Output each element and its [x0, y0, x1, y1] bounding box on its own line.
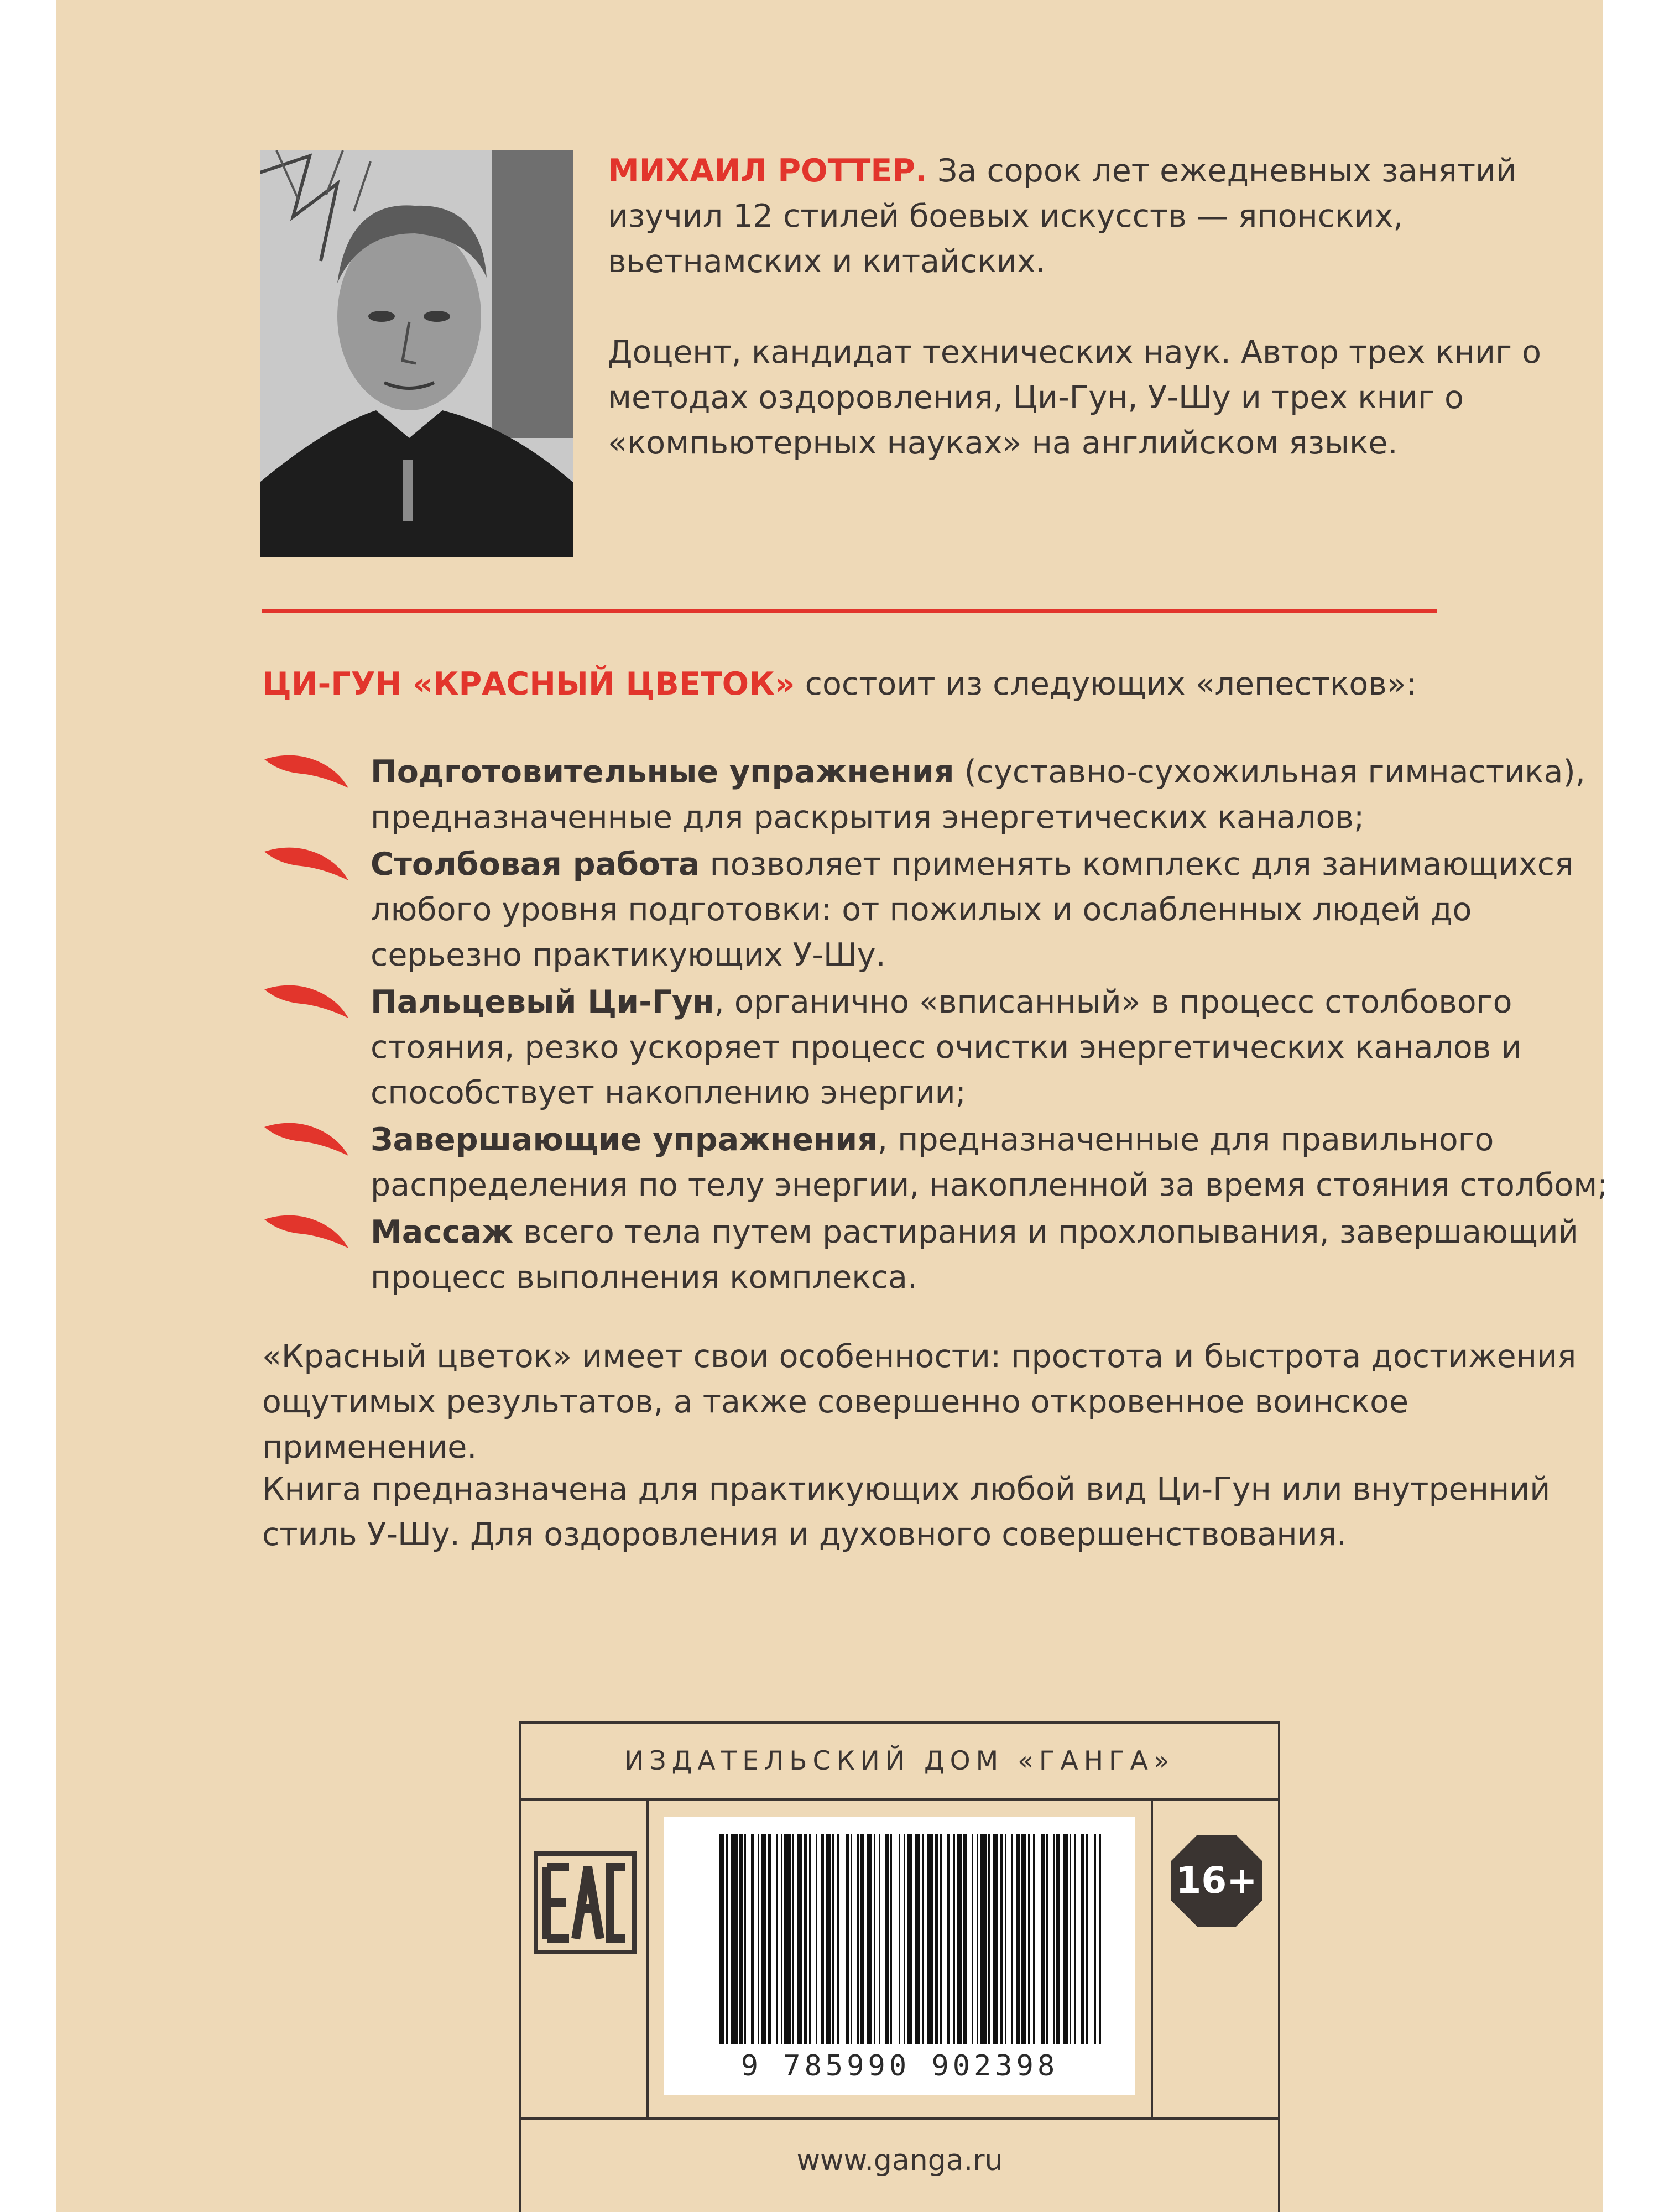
barcode-bar: [761, 1834, 766, 2044]
barcode-bar: [874, 1834, 875, 2044]
barcode-bar: [963, 1834, 967, 2044]
barcode-bar: [980, 1834, 987, 2044]
barcode-bar: [922, 1834, 924, 2044]
barcode-bar: [867, 1834, 872, 2044]
barcode-bar: [879, 1834, 880, 2044]
barcode-bar: [784, 1834, 791, 2044]
petal-text: , органично «вписанный» в процесс столбового стояния, резко ускоряет процесс очистки энергетических каналов и способствует накоплению энергии;: [371, 984, 1522, 1111]
barcode-bar: [1081, 1834, 1084, 2044]
publisher-name: ИЗДАТЕЛЬСКИЙ ДОМ «ГАНГА»: [521, 1724, 1278, 1801]
barcode-bar: [1074, 1834, 1076, 2044]
barcode-bars: [664, 1817, 1135, 2049]
intro-rest: состоит из следующих «лепестков»:: [795, 666, 1417, 702]
publisher-box: [519, 1721, 1280, 2212]
author-name: МИХАИЛ РОТТЕР.: [608, 153, 927, 189]
author-bio-paragraph-1: [608, 148, 1548, 284]
barcode-bar: [768, 1834, 771, 2044]
barcode-bar: [797, 1834, 802, 2044]
list-item: [262, 1117, 1617, 1208]
barcode-bar: [899, 1834, 900, 2044]
barcode-bar: [915, 1834, 920, 2044]
intro-line: [262, 661, 1589, 707]
barcode-cell: [649, 1801, 1151, 2117]
barcode-bar: [988, 1834, 990, 2044]
barcode-bar: [947, 1834, 950, 2044]
barcode-bar: [1056, 1834, 1060, 2044]
barcode-bar: [751, 1834, 754, 2044]
red-petal-icon: [262, 844, 351, 883]
barcode-bar: [860, 1834, 864, 2044]
barcode-bar: [837, 1834, 839, 2044]
list-item: [262, 979, 1617, 1115]
author-bio-text-1: За сорок лет ежедневных занятий изучил 12 стилей боевых искусств — японских, вьетнамских и китайских.: [608, 153, 1517, 280]
barcode-bar: [1011, 1834, 1013, 2044]
barcode-bar: [726, 1834, 728, 2044]
barcode-bar: [935, 1834, 938, 2044]
barcode-bar: [1033, 1834, 1035, 2044]
barcode-bar: [826, 1834, 831, 2044]
barcode-bar: [1063, 1834, 1068, 2044]
author-bio: [608, 148, 1548, 466]
author-portrait-illustration: [260, 150, 573, 557]
barcode-bar: [821, 1834, 824, 2044]
barcode-bar: [731, 1834, 738, 2044]
barcode-bar: [1099, 1834, 1101, 2044]
barcode-bar: [1000, 1834, 1003, 2044]
barcode-bar: [1070, 1834, 1071, 2044]
barcode-bar: [1005, 1834, 1006, 2044]
barcode-bar: [1094, 1834, 1096, 2044]
list-item: [262, 749, 1617, 840]
red-petal-icon: [262, 1119, 351, 1158]
publisher-url: www.ganga.ru: [796, 2144, 1003, 2177]
isbn-digits: 9 785990 902398: [740, 2049, 1059, 2083]
petal-title: Подготовительные упражнения: [371, 754, 954, 790]
barcode-bar: [957, 1834, 962, 2044]
barcode-bar: [809, 1834, 811, 2044]
barcode-bar: [851, 1834, 852, 2044]
book-back-cover: [56, 0, 1608, 2212]
barcode-bar: [890, 1834, 892, 2044]
petal-text: всего тела путем растирания и прохлопывания, завершающий процесс выполнения комплекса.: [371, 1214, 1579, 1296]
petal-text: , предназначенные для правильного распределения по телу энергии, накопленной за время стояния столбом;: [371, 1121, 1608, 1203]
petal-title: Массаж: [371, 1214, 513, 1250]
eac-cell: [521, 1801, 649, 2117]
red-petal-icon: [262, 1212, 351, 1250]
red-petal-icon: [262, 752, 351, 790]
barcode-bar: [904, 1834, 905, 2044]
audience-paragraph: Книга предназначена для практикующих любой вид Ци-Гун или внутренний стиль У-Шу. Для оздоровления и духовного совершенствования.: [262, 1471, 1551, 1553]
red-divider: [262, 609, 1437, 613]
barcode-bar: [758, 1834, 759, 2044]
barcode-bar: [972, 1834, 973, 2044]
barcode-bar: [885, 1834, 889, 2044]
barcode-bar: [1053, 1834, 1055, 2044]
petal-title: Столбовая работа: [371, 846, 700, 883]
barcode-bar: [816, 1834, 817, 2044]
barcode-bar: [739, 1834, 743, 2044]
barcode: [664, 1817, 1135, 2095]
barcode-bar: [940, 1834, 942, 2044]
barcode-bar: [1028, 1834, 1030, 2044]
barcode-bar: [1016, 1834, 1020, 2044]
barcode-bar: [744, 1834, 746, 2044]
barcode-bar: [792, 1834, 794, 2044]
barcode-bar: [776, 1834, 778, 2044]
age-rating: 16+: [1176, 1859, 1258, 1902]
age-rating-cell: [1151, 1801, 1278, 2117]
barcode-bar: [1046, 1834, 1048, 2044]
list-item: [262, 1209, 1617, 1300]
barcode-bar: [907, 1834, 912, 2044]
barcode-bar: [832, 1834, 834, 2044]
barcode-bar: [804, 1834, 807, 2044]
features-paragraph: «Красный цветок» имеет свои особенности: простота и быстрота достижения ощутимых результатов, а также совершенно откровенное воинское применение.: [262, 1338, 1577, 1465]
list-item: [262, 842, 1617, 978]
eac-mark-icon: [533, 1850, 638, 1955]
barcode-bar: [846, 1834, 849, 2044]
barcode-bar: [1041, 1834, 1045, 2044]
author-photo: [260, 150, 573, 557]
barcode-bar: [977, 1834, 978, 2044]
barcode-bar: [1086, 1834, 1088, 2044]
petal-title: Завершающие упражнения: [371, 1121, 878, 1158]
petal-text: позволяет применять комплекс для занимающихся любого уровня подготовки: от пожилых и ослабленных людей до серьезно практикующих У-Шу.: [371, 846, 1574, 973]
author-bio-paragraph-2: Доцент, кандидат технических наук. Автор трех книг о методах оздоровления, Ци-Гун, У-Шу и трех книг о «компьютерных науках» на английском языке.: [608, 334, 1541, 461]
petal-text: (суставно-сухожильная гимнастика), предназначенные для раскрытия энергетических каналов;: [371, 754, 1585, 836]
red-petal-icon: [262, 982, 351, 1020]
petal-list: [262, 749, 1617, 1302]
barcode-bar: [993, 1834, 998, 2044]
barcode-bar: [927, 1834, 933, 2044]
barcode-bar: [953, 1834, 955, 2044]
divider: [521, 2117, 1278, 2120]
barcode-bar: [857, 1834, 859, 2044]
barcode-bar: [1021, 1834, 1026, 2044]
intro-highlight: ЦИ-ГУН «КРАСНЫЙ ЦВЕТОК»: [262, 666, 795, 702]
petal-title: Пальцевый Ци-Гун: [371, 984, 714, 1020]
barcode-bar: [781, 1834, 782, 2044]
barcode-bar: [719, 1834, 724, 2044]
